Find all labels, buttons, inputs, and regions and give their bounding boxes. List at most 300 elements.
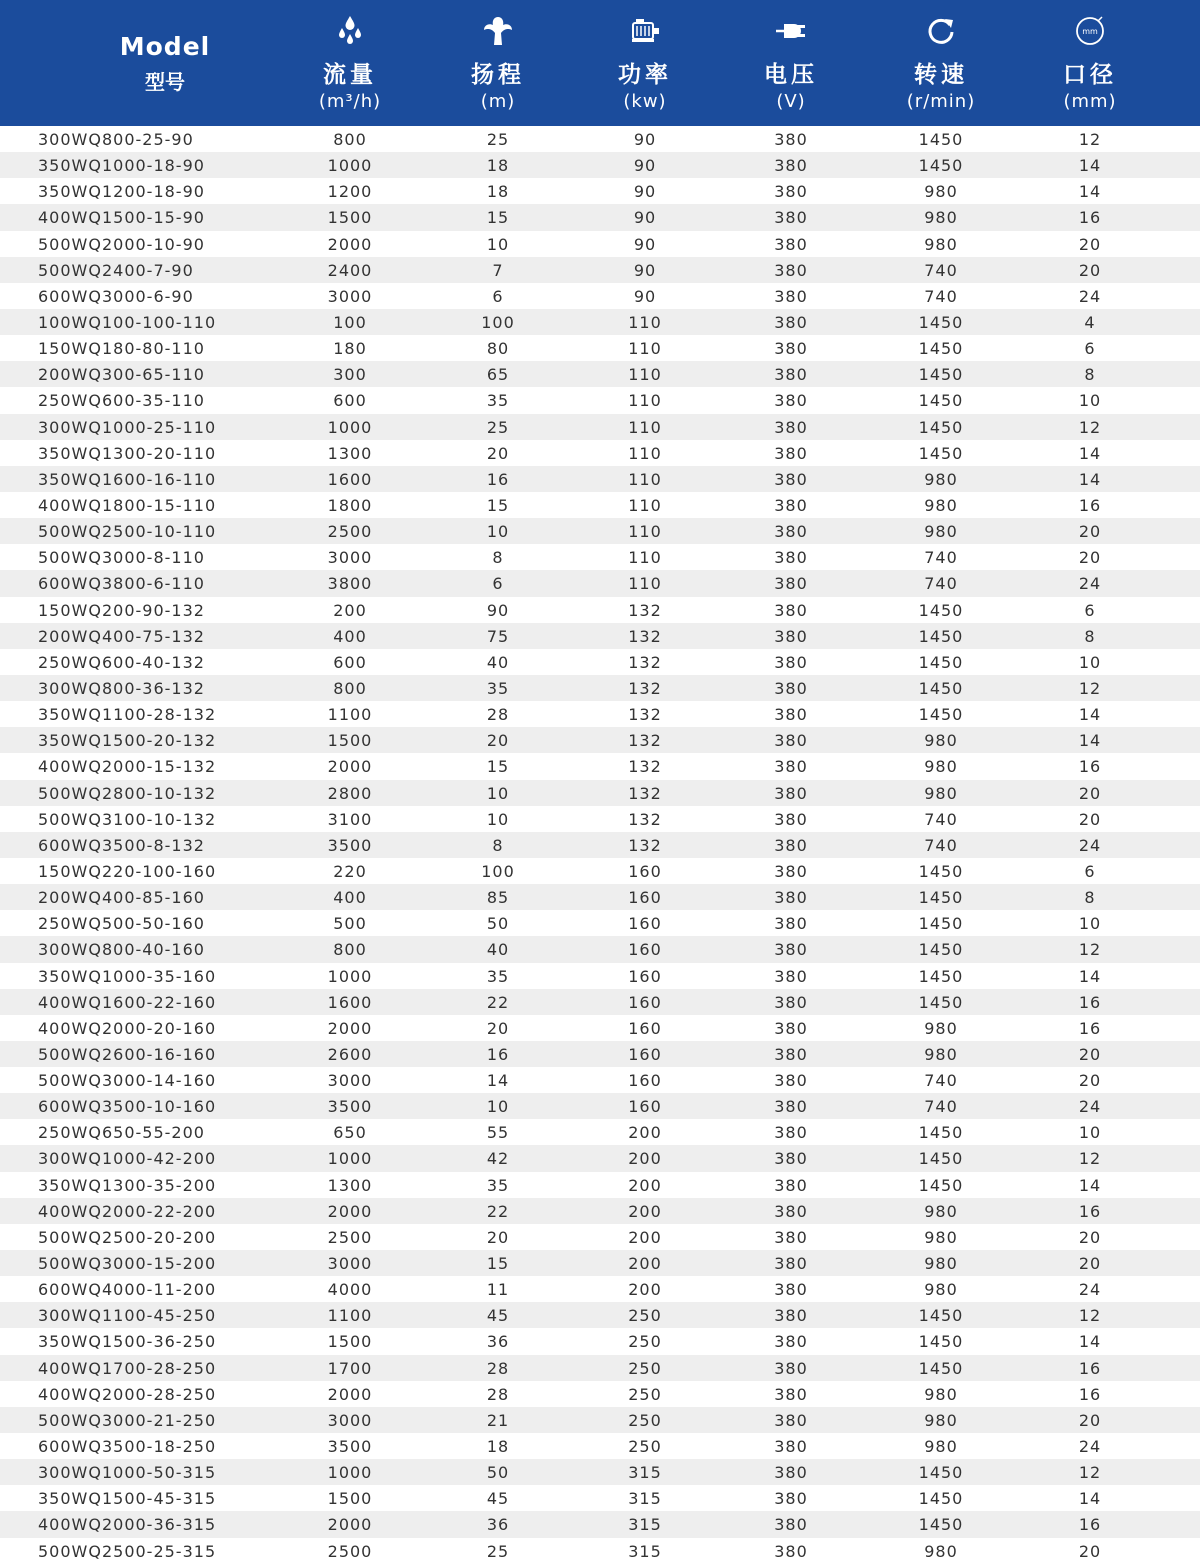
voltage-cell: 380: [774, 678, 808, 698]
flow-cell: 2000: [327, 757, 373, 777]
table-row: [0, 518, 1200, 544]
head-cell: 6: [492, 574, 504, 594]
head-cell: 36: [486, 1515, 510, 1535]
head-cell: 10: [486, 234, 510, 254]
table-row: [0, 204, 1200, 230]
speed-cell: 980: [924, 234, 958, 254]
model-cell: 500WQ2000-10-90: [38, 234, 205, 254]
speed-cell: 1450: [918, 600, 964, 620]
diameter-cell: 12: [1078, 1149, 1102, 1169]
speed-cell: 1450: [918, 992, 964, 1012]
head-cell: 10: [486, 809, 510, 829]
diameter-cell: 20: [1078, 1044, 1102, 1064]
diameter-cell: 14: [1078, 1175, 1102, 1195]
head-cell: 18: [486, 1437, 510, 1457]
model-cell: 400WQ1700-28-250: [38, 1358, 217, 1378]
power-cell: 132: [628, 652, 662, 672]
diameter-cell: 14: [1078, 156, 1102, 176]
diameter-cell: 14: [1078, 469, 1102, 489]
head-cell: 25: [486, 417, 510, 437]
voltage-cell: 380: [774, 208, 808, 228]
speed-cell: 1450: [918, 1123, 964, 1143]
diameter-cell: 16: [1078, 757, 1102, 777]
table-row: [0, 126, 1200, 152]
diameter-cell: 16: [1078, 1201, 1102, 1221]
table-row: [0, 1145, 1200, 1171]
speed-cell: 740: [924, 548, 958, 568]
flow-cell: 1500: [327, 1489, 373, 1509]
head-cell: 65: [486, 365, 510, 385]
voltage-cell: 380: [774, 1175, 808, 1195]
diameter-cell: 14: [1078, 443, 1102, 463]
voltage-label: 电压: [764, 62, 818, 88]
voltage-cell: 380: [774, 548, 808, 568]
head-cell: 20: [486, 1227, 510, 1247]
diameter-icon: [1073, 14, 1107, 48]
model-cell: 350WQ1100-28-132: [38, 705, 217, 725]
diameter-cell: 8: [1084, 626, 1096, 646]
flow-cell: 1300: [327, 1175, 373, 1195]
model-cell: 400WQ2000-20-160: [38, 1018, 217, 1038]
power-cell: 160: [628, 861, 662, 881]
speed-cell: 980: [924, 1280, 958, 1300]
flow-cell: 1000: [327, 156, 373, 176]
diameter-cell: 24: [1078, 574, 1102, 594]
power-cell: 110: [628, 443, 662, 463]
plug-icon: [774, 14, 808, 48]
diameter-cell: 24: [1078, 286, 1102, 306]
table-row: [0, 832, 1200, 858]
power-cell: 90: [633, 182, 657, 202]
diameter-cell: 10: [1078, 914, 1102, 934]
voltage-cell: 380: [774, 1437, 808, 1457]
voltage-cell: 380: [774, 940, 808, 960]
head-cell: 22: [486, 1201, 510, 1221]
speed-cell: 740: [924, 574, 958, 594]
flow-cell: 3000: [327, 1254, 373, 1274]
speed-cell: 980: [924, 783, 958, 803]
flow-cell: 300: [333, 365, 367, 385]
diameter-cell: 20: [1078, 548, 1102, 568]
table-row: [0, 884, 1200, 910]
voltage-cell: 380: [774, 1515, 808, 1535]
table-row: [0, 1276, 1200, 1302]
table-row: [0, 701, 1200, 727]
diameter-cell: 24: [1078, 1437, 1102, 1457]
voltage-cell: 380: [774, 443, 808, 463]
model-cell: 500WQ3000-14-160: [38, 1071, 217, 1091]
head-cell: 50: [486, 1463, 510, 1483]
voltage-cell: 380: [774, 391, 808, 411]
flow-cell: 2000: [327, 1201, 373, 1221]
head-cell: 10: [486, 522, 510, 542]
model-cell: 150WQ180-80-110: [38, 339, 205, 359]
voltage-cell: 380: [774, 835, 808, 855]
flow-cell: 800: [333, 678, 367, 698]
power-cell: 160: [628, 940, 662, 960]
model-cell: 600WQ4000-11-200: [38, 1280, 217, 1300]
speed-label: 转速: [914, 62, 968, 88]
power-cell: 110: [628, 574, 662, 594]
voltage-cell: 380: [774, 783, 808, 803]
power-cell: 110: [628, 548, 662, 568]
power-cell: 132: [628, 600, 662, 620]
model-cell: 600WQ3500-18-250: [38, 1437, 217, 1457]
flow-cell: 1500: [327, 731, 373, 751]
model-cell: 500WQ3000-15-200: [38, 1254, 217, 1274]
voltage-cell: 380: [774, 182, 808, 202]
diameter-icon-text: mm: [1082, 27, 1098, 36]
model-cell: 500WQ3100-10-132: [38, 809, 217, 829]
model-cell: 600WQ3800-6-110: [38, 574, 205, 594]
head-cell: 45: [486, 1306, 510, 1326]
diameter-cell: 20: [1078, 522, 1102, 542]
power-cell: 132: [628, 731, 662, 751]
voltage-cell: 380: [774, 652, 808, 672]
head-cell: 15: [486, 1254, 510, 1274]
flow-cell: 1000: [327, 1463, 373, 1483]
power-cell: 250: [628, 1332, 662, 1352]
model-cell: 250WQ600-40-132: [38, 652, 205, 672]
voltage-cell: 380: [774, 1071, 808, 1091]
power-cell: 200: [628, 1175, 662, 1195]
model-cell: 400WQ2000-15-132: [38, 757, 217, 777]
head-cell: 20: [486, 731, 510, 751]
table-row: [0, 152, 1200, 178]
voltage-cell: 380: [774, 992, 808, 1012]
table-row: [0, 1302, 1200, 1328]
table-row: [0, 492, 1200, 518]
model-cell: 500WQ3000-8-110: [38, 548, 205, 568]
flow-cell: 3000: [327, 1410, 373, 1430]
voltage-cell: 380: [774, 130, 808, 149]
head-cell: 35: [486, 678, 510, 698]
speed-cell: 1450: [918, 626, 964, 646]
head-cell: 90: [486, 600, 510, 620]
voltage-cell: 380: [774, 234, 808, 254]
flow-cell: 1100: [327, 1306, 373, 1326]
diameter-cell: 20: [1078, 1071, 1102, 1091]
power-cell: 315: [628, 1489, 662, 1509]
spec-table-body: [0, 126, 1200, 1564]
voltage-cell: 380: [774, 1332, 808, 1352]
voltage-cell: 380: [774, 495, 808, 515]
head-cell: 25: [486, 130, 510, 149]
flow-cell: 600: [333, 391, 367, 411]
speed-cell: 980: [924, 731, 958, 751]
flow-cell: 2000: [327, 1384, 373, 1404]
voltage-cell: 380: [774, 312, 808, 332]
flow-unit: (m³/h): [318, 91, 382, 112]
table-row: [0, 1538, 1200, 1564]
flow-column-header: [290, 0, 410, 126]
speed-cell: 1450: [918, 365, 964, 385]
head-cell: 50: [486, 914, 510, 934]
power-cell: 110: [628, 495, 662, 515]
head-cell: 18: [486, 182, 510, 202]
diameter-cell: 12: [1078, 130, 1102, 149]
diameter-cell: 14: [1078, 705, 1102, 725]
speed-cell: 1450: [918, 1175, 964, 1195]
power-cell: 110: [628, 391, 662, 411]
power-cell: 250: [628, 1358, 662, 1378]
model-label-en: Model: [119, 32, 211, 61]
table-row: [0, 1198, 1200, 1224]
speed-cell: 980: [924, 1201, 958, 1221]
power-cell: 90: [633, 208, 657, 228]
voltage-cell: 380: [774, 809, 808, 829]
voltage-cell: 380: [774, 260, 808, 280]
table-row: [0, 727, 1200, 753]
diameter-label: 口径: [1063, 62, 1117, 88]
speed-cell: 1450: [918, 391, 964, 411]
speed-cell: 980: [924, 757, 958, 777]
power-cell: 110: [628, 522, 662, 542]
head-cell: 15: [486, 757, 510, 777]
flow-cell: 2600: [327, 1044, 373, 1064]
power-cell: 160: [628, 966, 662, 986]
speed-cell: 1450: [918, 1463, 964, 1483]
speed-cell: 980: [924, 1541, 958, 1561]
model-cell: 300WQ1000-50-315: [38, 1463, 217, 1483]
diameter-cell: 16: [1078, 1018, 1102, 1038]
model-cell: 600WQ3500-8-132: [38, 835, 205, 855]
model-cell: 500WQ3000-21-250: [38, 1410, 217, 1430]
table-row: [0, 1459, 1200, 1485]
diameter-cell: 16: [1078, 1515, 1102, 1535]
speed-cell: 980: [924, 1437, 958, 1457]
power-cell: 132: [628, 705, 662, 725]
voltage-cell: 380: [774, 574, 808, 594]
diameter-cell: 24: [1078, 1097, 1102, 1117]
power-cell: 200: [628, 1149, 662, 1169]
voltage-cell: 380: [774, 286, 808, 306]
flow-cell: 1500: [327, 1332, 373, 1352]
table-row: [0, 1250, 1200, 1276]
diameter-cell: 20: [1078, 1254, 1102, 1274]
table-row: [0, 649, 1200, 675]
table-row: [0, 623, 1200, 649]
model-cell: 500WQ2600-16-160: [38, 1044, 217, 1064]
table-row: [0, 989, 1200, 1015]
diameter-cell: 20: [1078, 260, 1102, 280]
flow-cell: 2000: [327, 234, 373, 254]
speed-cell: 1450: [918, 1489, 964, 1509]
head-cell: 100: [481, 861, 515, 881]
flow-cell: 3000: [327, 286, 373, 306]
flow-cell: 800: [333, 940, 367, 960]
speed-unit: (r/min): [906, 91, 976, 112]
diameter-cell: 16: [1078, 992, 1102, 1012]
table-row: [0, 387, 1200, 413]
head-unit: (m): [480, 91, 516, 112]
head-label: 扬程: [471, 62, 525, 88]
head-cell: 16: [486, 469, 510, 489]
power-cell: 200: [628, 1227, 662, 1247]
flow-cell: 1000: [327, 417, 373, 437]
flow-cell: 650: [333, 1123, 367, 1143]
table-row: [0, 780, 1200, 806]
head-cell: 11: [486, 1280, 510, 1300]
model-cell: 350WQ1000-18-90: [38, 156, 205, 176]
diameter-cell: 4: [1084, 312, 1096, 332]
diameter-cell: 8: [1084, 888, 1096, 908]
speed-cell: 740: [924, 1071, 958, 1091]
model-cell: 400WQ1500-15-90: [38, 208, 205, 228]
speed-cell: 740: [924, 286, 958, 306]
table-row: [0, 570, 1200, 596]
power-cell: 160: [628, 992, 662, 1012]
power-cell: 160: [628, 914, 662, 934]
flow-cell: 3800: [327, 574, 373, 594]
diameter-cell: 20: [1078, 1541, 1102, 1561]
flow-cell: 400: [333, 626, 367, 646]
voltage-cell: 380: [774, 966, 808, 986]
speed-cell: 980: [924, 1254, 958, 1274]
speed-column-header: [881, 0, 1001, 126]
table-row: [0, 178, 1200, 204]
power-cell: 315: [628, 1463, 662, 1483]
table-row: [0, 1355, 1200, 1381]
speed-cell: 1450: [918, 652, 964, 672]
voltage-cell: 380: [774, 1254, 808, 1274]
rotation-icon: [924, 14, 958, 48]
power-cell: 160: [628, 1071, 662, 1091]
speed-cell: 980: [924, 182, 958, 202]
head-cell: 15: [486, 208, 510, 228]
table-row: [0, 1093, 1200, 1119]
power-cell: 132: [628, 835, 662, 855]
table-row: [0, 597, 1200, 623]
voltage-cell: 380: [774, 1489, 808, 1509]
diameter-cell: 10: [1078, 391, 1102, 411]
model-column-header: [60, 0, 270, 126]
table-row: [0, 1172, 1200, 1198]
flow-cell: 1300: [327, 443, 373, 463]
head-cell: 25: [486, 1541, 510, 1561]
head-cell: 35: [486, 391, 510, 411]
diameter-cell: 14: [1078, 1332, 1102, 1352]
flow-cell: 100: [333, 312, 367, 332]
power-cell: 315: [628, 1541, 662, 1561]
head-cell: 22: [486, 992, 510, 1012]
voltage-cell: 380: [774, 1097, 808, 1117]
speed-cell: 1450: [918, 339, 964, 359]
table-row: [0, 1119, 1200, 1145]
head-cell: 10: [486, 1097, 510, 1117]
voltage-cell: 380: [774, 705, 808, 725]
fountain-icon: [481, 14, 515, 48]
diameter-cell: 12: [1078, 1463, 1102, 1483]
model-cell: 350WQ1500-20-132: [38, 731, 217, 751]
flow-cell: 3500: [327, 1097, 373, 1117]
table-row: [0, 1015, 1200, 1041]
voltage-cell: 380: [774, 1384, 808, 1404]
speed-cell: 1450: [918, 312, 964, 332]
model-cell: 150WQ200-90-132: [38, 600, 205, 620]
power-cell: 90: [633, 286, 657, 306]
power-cell: 90: [633, 234, 657, 254]
model-cell: 500WQ2400-7-90: [38, 260, 194, 280]
power-cell: 132: [628, 783, 662, 803]
head-cell: 40: [486, 940, 510, 960]
model-cell: 250WQ650-55-200: [38, 1123, 205, 1143]
table-row: [0, 309, 1200, 335]
speed-cell: 1450: [918, 861, 964, 881]
model-cell: 300WQ1000-42-200: [38, 1149, 217, 1169]
power-cell: 90: [633, 130, 657, 149]
diameter-cell: 14: [1078, 731, 1102, 751]
power-cell: 160: [628, 1018, 662, 1038]
flow-cell: 4000: [327, 1280, 373, 1300]
power-cell: 200: [628, 1201, 662, 1221]
power-column-header: [585, 0, 705, 126]
flow-cell: 500: [333, 914, 367, 934]
speed-cell: 980: [924, 1044, 958, 1064]
table-row: [0, 1381, 1200, 1407]
table-row: [0, 1041, 1200, 1067]
voltage-cell: 380: [774, 365, 808, 385]
head-cell: 28: [486, 705, 510, 725]
voltage-cell: 380: [774, 1227, 808, 1247]
speed-cell: 740: [924, 260, 958, 280]
power-label: 功率: [618, 62, 672, 88]
flow-cell: 1600: [327, 469, 373, 489]
diameter-cell: 20: [1078, 1410, 1102, 1430]
speed-cell: 980: [924, 1384, 958, 1404]
head-cell: 6: [492, 286, 504, 306]
table-row: [0, 1433, 1200, 1459]
diameter-cell: 12: [1078, 417, 1102, 437]
head-cell: 42: [486, 1149, 510, 1169]
speed-cell: 980: [924, 208, 958, 228]
diameter-cell: 6: [1084, 600, 1096, 620]
diameter-cell: 20: [1078, 234, 1102, 254]
model-cell: 100WQ100-100-110: [38, 312, 217, 332]
head-cell: 20: [486, 1018, 510, 1038]
voltage-cell: 380: [774, 1463, 808, 1483]
power-cell: 315: [628, 1515, 662, 1535]
model-cell: 300WQ1100-45-250: [38, 1306, 217, 1326]
speed-cell: 1450: [918, 156, 964, 176]
flow-cell: 2500: [327, 1227, 373, 1247]
head-cell: 45: [486, 1489, 510, 1509]
flow-cell: 1000: [327, 1149, 373, 1169]
model-cell: 400WQ2000-22-200: [38, 1201, 217, 1221]
speed-cell: 980: [924, 1227, 958, 1247]
table-row: [0, 1328, 1200, 1354]
model-cell: 600WQ3500-10-160: [38, 1097, 217, 1117]
diameter-column-header: [1030, 0, 1150, 126]
model-cell: 500WQ2500-20-200: [38, 1227, 217, 1247]
voltage-cell: 380: [774, 626, 808, 646]
speed-cell: 1450: [918, 1332, 964, 1352]
table-row: [0, 466, 1200, 492]
head-cell: 40: [486, 652, 510, 672]
table-row: [0, 1485, 1200, 1511]
voltage-cell: 380: [774, 469, 808, 489]
model-cell: 400WQ2000-28-250: [38, 1384, 217, 1404]
table-row: [0, 361, 1200, 387]
motor-icon: [628, 14, 662, 48]
head-cell: 75: [486, 626, 510, 646]
speed-cell: 1450: [918, 130, 964, 149]
model-cell: 500WQ2500-10-110: [38, 522, 217, 542]
table-row: [0, 440, 1200, 466]
diameter-cell: 10: [1078, 652, 1102, 672]
voltage-cell: 380: [774, 888, 808, 908]
head-cell: 15: [486, 495, 510, 515]
